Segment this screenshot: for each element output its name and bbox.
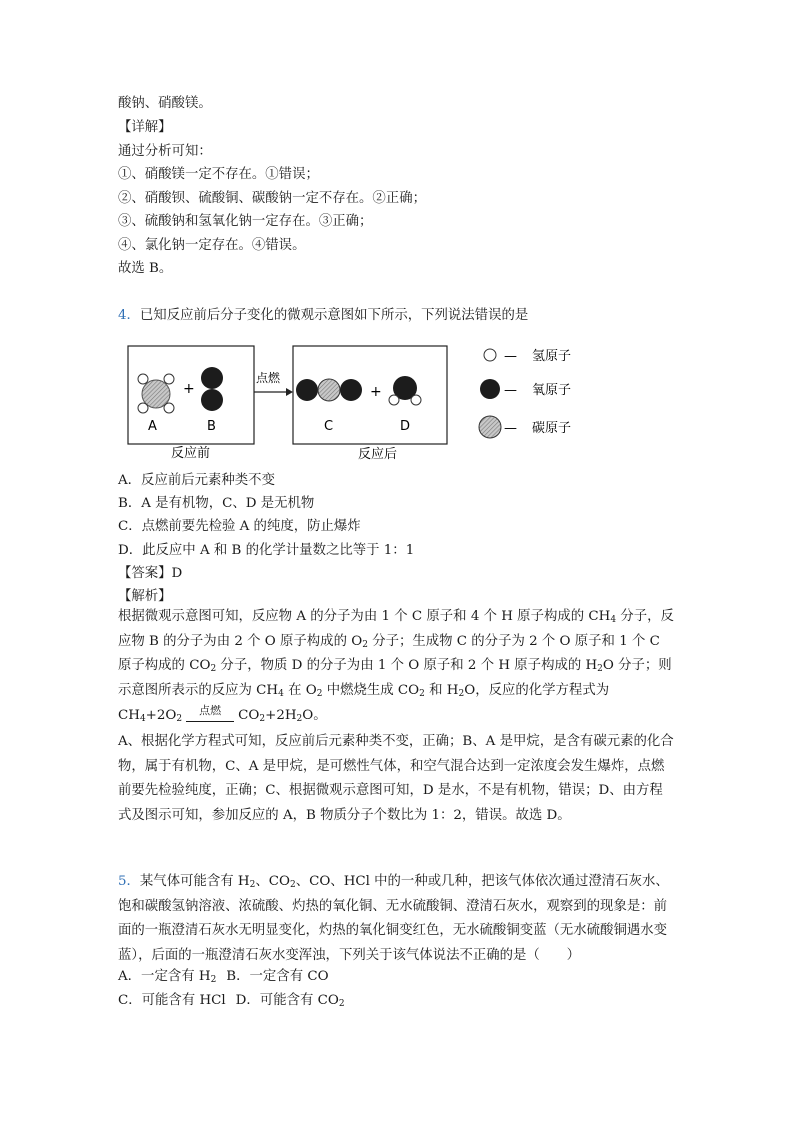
list-item: ①、硝酸镁一定不存在。①错误； (118, 167, 319, 182)
analysis-heading: 【解析】 (118, 589, 172, 604)
legend (479, 349, 571, 438)
label-a: A (148, 419, 157, 434)
molecule-d (389, 376, 421, 405)
legend-oxygen-symbol (480, 379, 500, 399)
option-d: D．此反应中 A 和 B 的化学计量数之比等于 1：1 (118, 543, 415, 558)
hydrogen-atom (389, 395, 399, 405)
analysis-paragraph-2: A、根据化学方程式可知，反应前后元素种类不变，正确；B、A 是甲烷，是含有碳元素的化合物，属于有机物，C、A 是甲烷，是可燃性气体，和空气混合达到一定浓度会发生爆炸，点燃前要先检验纯度，正确；C、根据微观示意图可知，D 是水，不是有机物，错误；D、由方程式及图示可知，参加反应的 A，B 物质分子个数比为 1：2，错误。故选 D。 (118, 734, 674, 823)
oxygen-atom (340, 379, 362, 401)
label-d: D (400, 419, 411, 434)
legend-dash: — (504, 383, 517, 398)
plus-sign: + (370, 384, 382, 400)
conclusion-text: 故选 B。 (118, 261, 173, 276)
legend-dash: — (504, 349, 517, 364)
text-line: 通过分析可知： (118, 144, 212, 159)
question-number: 4． (118, 308, 140, 323)
arrow-label: 点燃 (256, 371, 281, 385)
carbon-atom (318, 379, 340, 401)
legend-carbon-symbol (479, 416, 501, 438)
legend-oxygen-label: 氧原子 (532, 383, 572, 398)
option-d: D．可能含有 $CO_2$ (235, 993, 345, 1009)
molecule-b (201, 367, 223, 411)
label-c: C (324, 419, 334, 434)
question-text: 已知反应前后分子变化的微观示意图如下所示，下列说法错误的是 (139, 308, 529, 323)
question-number: 5． (118, 874, 140, 889)
oxygen-atom (296, 379, 318, 401)
option-b: B．一定含有 CO (226, 969, 329, 984)
legend-carbon-label: 碳原子 (532, 421, 572, 436)
section-heading-detail: 【详解】 (118, 120, 172, 135)
answer-text: 【答案】D (118, 566, 183, 581)
reaction-diagram (126, 344, 586, 464)
arrow-head (286, 388, 293, 396)
option-a: A．一定含有 $H_2$ (118, 969, 217, 985)
after-caption: 反应后 (358, 447, 398, 462)
list-item: ②、硝酸钡、硫酸铜、碳酸钠一定不存在。②正确； (118, 191, 426, 206)
option-c: C．点燃前要先检验 A 的纯度，防止爆炸 (118, 519, 361, 534)
hydrogen-atom (138, 403, 148, 413)
legend-dash: — (504, 421, 517, 436)
question-4-stem (118, 307, 528, 325)
oxygen-atom (201, 389, 223, 411)
list-item: ③、硫酸钠和氢氧化钠一定存在。③正确； (118, 214, 373, 229)
question-5-options-row-1 (118, 968, 329, 986)
molecule-c (296, 379, 362, 401)
option-b: B．A 是有机物，C、D 是无机物 (118, 496, 315, 511)
legend-hydrogen-label: 氢原子 (532, 349, 572, 364)
text-line: 酸钠、硝酸镁。 (118, 96, 212, 111)
chemical-equation: $CH_4+2O_2^{点燃}$ $CO_2+2H_2O$。 (118, 704, 327, 724)
hydrogen-atom (138, 374, 148, 384)
question-5-options-row-2 (118, 992, 345, 1010)
legend-hydrogen-symbol (484, 349, 496, 361)
oxygen-atom (201, 367, 223, 389)
hydrogen-atom (411, 395, 421, 405)
hydrogen-atom (164, 374, 174, 384)
hydrogen-atom (164, 403, 174, 413)
analysis-paragraph-1: 根据微观示意图可知，反应物 A 的分子为由 1 个 C 原子和 4 个 H 原子构成的 $CH_4$ 分子，反应物 B 的分子为由 2 个 O 原子构成的 $O_2$ 分子；生成物 C 的分子为 2 个 O 原子和 1 个 C 原子构成的 $CO_2$ 分子，物质 D 的分子为由 1 个 O 原子和 2 个 H 原子构成的 $H_2O$ 分子；则示意图所表示的反应为 $CH_4$ 在 $O_2$ 中燃烧生成 $CO_2$ 和 $H_2O$，反应的化学方程式为 (118, 609, 674, 699)
plus-sign: + (183, 381, 195, 397)
before-caption: 反应前 (171, 446, 211, 461)
label-b: B (207, 419, 216, 434)
option-a: A．反应前后元素种类不变 (118, 473, 275, 488)
reaction-condition: 点燃 (184, 707, 236, 725)
question-5-stem: 5．某气体可能含有 $H_2$、$CO_2$、CO、HCl 中的一种或几种，把该气体依次通过澄清石灰水、饱和碳酸氢钠溶液、浓硫酸、灼热的氧化铜、无水硫酸铜、澄清石灰水，观察到的现象是：前面的一瓶澄清石灰水无明显变化，灼热的氧化铜变红色，无水硫酸铜变蓝（无水硫酸铜遇水变蓝），后面的一瓶澄清石灰水变浑浊，下列关于该气体说法不正确的是（ ） (118, 874, 669, 963)
molecule-a (138, 374, 174, 413)
option-c: C．可能含有 HCl (118, 993, 226, 1008)
list-item: ④、氯化钠一定存在。④错误。 (118, 238, 306, 253)
